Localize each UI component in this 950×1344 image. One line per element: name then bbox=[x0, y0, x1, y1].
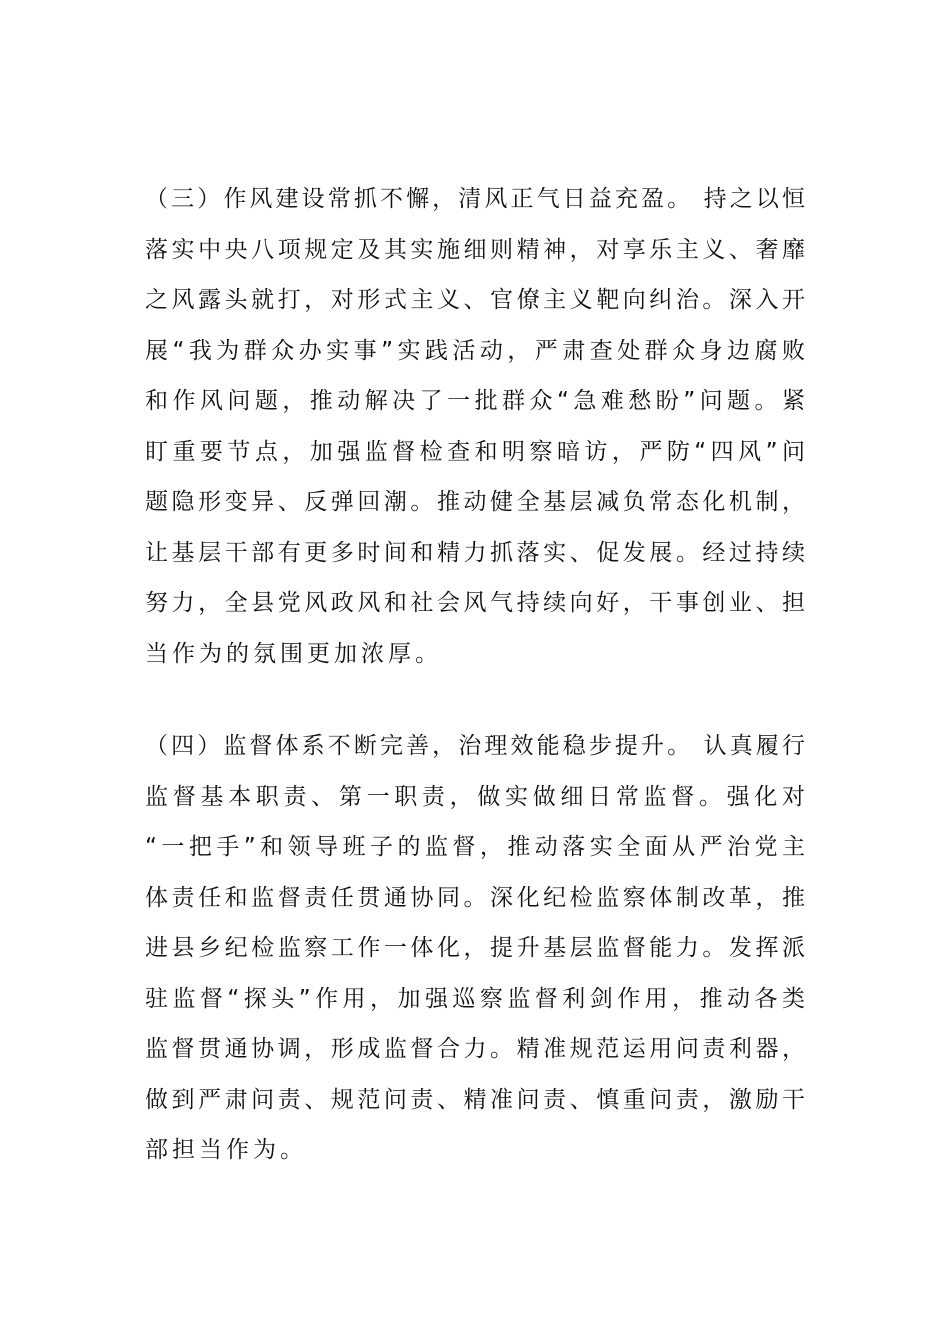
text-line: 盯重要节点，加强监督检查和明察暗访，严防“四风”问 bbox=[145, 438, 805, 465]
paragraph-section-4 bbox=[145, 721, 805, 1176]
text-line: 做到严肃问责、规范问责、精准问责、慎重问责，激励干 bbox=[145, 1086, 805, 1113]
text-line: 之风露头就打，对形式主义、官僚主义靶向纠治。深入开 bbox=[145, 287, 805, 313]
text-line: 体责任和监督责任贯通协同。深化纪检监察体制改革，推 bbox=[145, 884, 805, 911]
text-line: 部担当作为。 bbox=[145, 1137, 307, 1163]
text-line: 努力，全县党风政风和社会风气持续向好，干事创业、担 bbox=[145, 590, 805, 616]
paragraph-section-3 bbox=[145, 174, 805, 679]
text-line: 落实中央八项规定及其实施细则精神，对享乐主义、奢靡 bbox=[145, 236, 805, 263]
text-line: 驻监督“探头”作用，加强巡察监督利剑作用，推动各类 bbox=[145, 985, 805, 1012]
text-line: 进县乡纪检监察工作一体化，提升基层监督能力。发挥派 bbox=[145, 935, 805, 961]
text-line: 和作风问题，推动解决了一批群众“急难愁盼”问题。紧 bbox=[145, 388, 805, 414]
text-line: （三）作风建设常抓不懈，清风正气日益充盈。 持之以恒 bbox=[145, 186, 805, 212]
text-line: 展“我为群众办实事”实践活动，严肃查处群众身边腐败 bbox=[145, 337, 805, 364]
text-line: 让基层干部有更多时间和精力抓落实、促发展。经过持续 bbox=[145, 539, 805, 566]
text-line: “一把手”和领导班子的监督，推动落实全面从严治党主 bbox=[145, 834, 805, 860]
text-line: （四）监督体系不断完善，治理效能稳步提升。 认真履行 bbox=[145, 733, 805, 759]
text-line: 当作为的氛围更加浓厚。 bbox=[145, 640, 442, 667]
text-line: 监督基本职责、第一职责，做实做细日常监督。强化对 bbox=[145, 783, 805, 810]
text-line: 题隐形变异、反弹回潮。推动健全基层减负常态化机制， bbox=[145, 489, 805, 515]
text-line: 监督贯通协调，形成监督合力。精准规范运用问责利器， bbox=[145, 1036, 805, 1062]
